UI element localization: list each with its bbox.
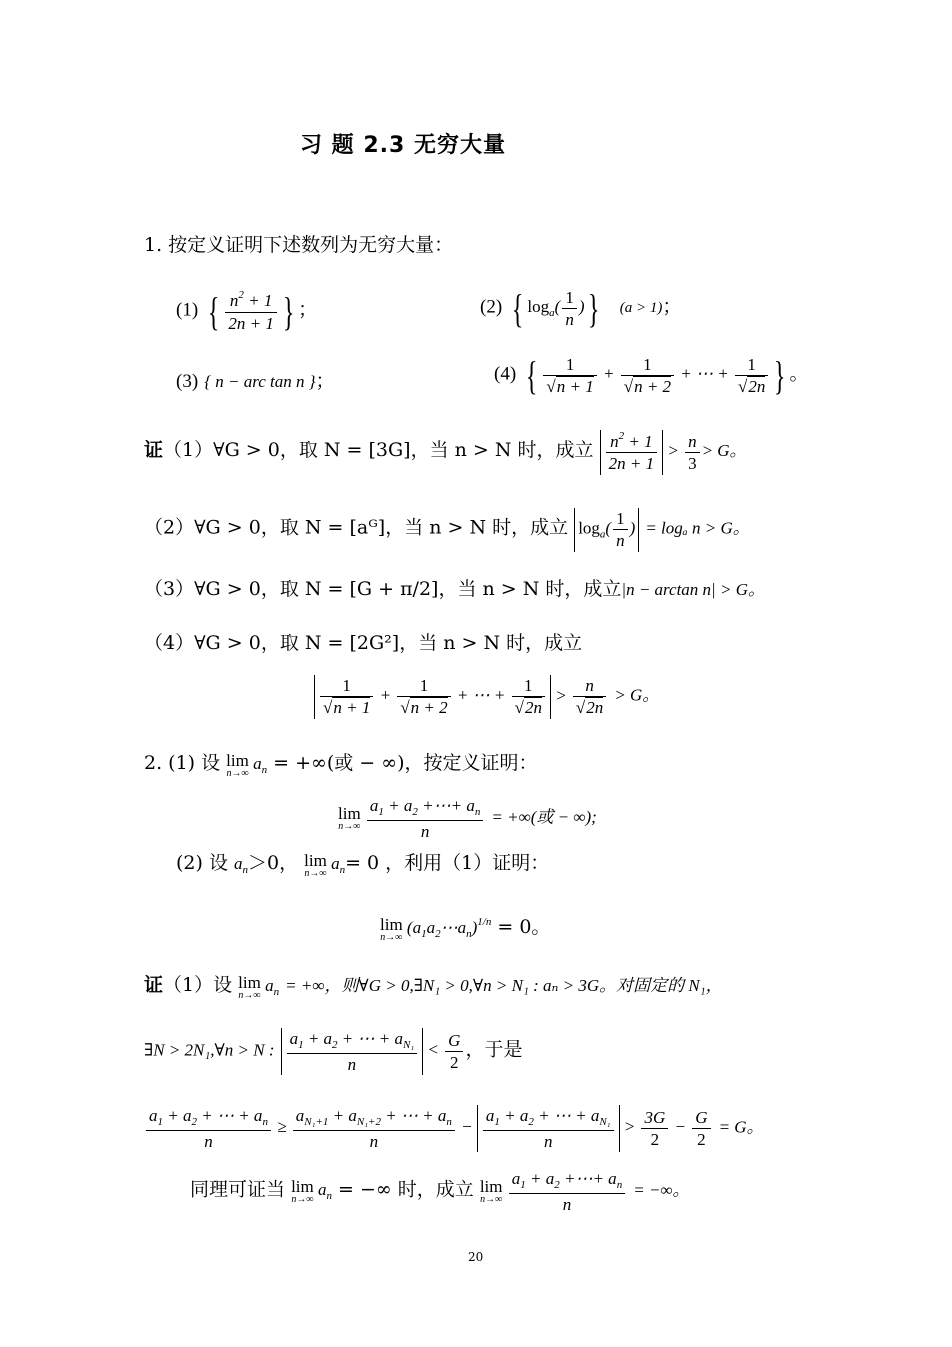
problem-1-item-3: (3) { n − arc tan n }； xyxy=(176,370,335,392)
item-label: (3) xyxy=(176,371,199,392)
problem-2-equation-1: lim n→∞ $\frac{a_1 + a_2 +\cdots+ a_n}{n}$ = +∞(或 − ∞); xyxy=(338,796,597,841)
proof-label: 证 xyxy=(144,439,164,462)
proof-1-line-4: （4）∀G > 0，取 N = [2G²]，当 n > N 时，成立 xyxy=(144,632,583,654)
proof-1-line-4-equation: $\frac{1}{√n + 1}$ + $\frac{1}{√n + 2}$ + ⋯ + $\frac{1}{√2n}$ > $\frac{n}{√2n}$ > G。 xyxy=(314,675,659,719)
problem-2-equation-2: lim n→∞ $(a_1a_2\cdots a_n)^{1/n} = 0$。 xyxy=(380,914,551,943)
problem-1-item-1: (1) { $\frac{n^2 + 1}{2n + 1}$ } ； xyxy=(176,289,318,334)
problem-2-line-2: (2) 设 $a_n>0$， lim n→∞ $a_n= 0$ ，利用（1）证明： xyxy=(176,850,550,879)
page-number: 20 xyxy=(468,1250,484,1264)
problem-1-intro: 1. 按定义证明下述数列为无穷大量： xyxy=(144,234,454,256)
proof-1-line-2: （2）∀G > 0，取 N = [aᴳ]，当 n > N 时，成立 $\log_a$( $\frac{1}{n}$ ) = logₐ n > G。 xyxy=(144,509,750,551)
problem-2-line-1: 2. (1) 设 lim n→∞ $a_n$ = +∞(或 − ∞)，按定义证明： xyxy=(144,750,538,779)
proof-2-line-2: ∃N > 2N₁,∀n > N : $\frac{a_1 + a_2 + \cdots + a_{N_1}}{n}$ < $\frac{G}{2}$ ，于是 xyxy=(144,1029,523,1074)
proof-label: 证 xyxy=(144,974,164,996)
page-title: 习 题 2.3 无穷大量 xyxy=(300,133,506,158)
item-label: (2) xyxy=(480,296,503,318)
proof-1-line-3: （3）∀G > 0，取 N = [G + π/2]，当 n > N 时，成立|n − arctan n| > G。 xyxy=(144,578,765,600)
proof-1-line-1: 证（1）∀G > 0，取 N = [3G]，当 n > N 时，成立 $\frac{n^2 + 1}{2n + 1}$ > $\frac{n}{3}$ > G。 xyxy=(144,430,747,474)
problem-1-item-2: (2) { $\log_a$( $\frac{1}{n}$ )} (a > 1)； xyxy=(480,286,682,331)
proof-2-line-3: $\frac{a_1 + a_2 + \cdots + a_n}{n}$ ≥ $\frac{a_{N_1+1} + a_{N_1+2} + \cdots + a_n}{n}$ − $\frac{a_1 + a_2 + \cdots + a_{N_1}}{n}$ > $\frac{3G}{2}$ − $\frac{G}{2}$ = G。 xyxy=(144,1105,764,1152)
proof-2-line-4: 同理可证当 lim n→∞ $a_n$ = −∞ 时，成立 lim n→∞ $\frac{a_1 + a_2 +\cdots+ a_n}{n}$ = −∞。 xyxy=(190,1169,690,1214)
item-label: (1) xyxy=(176,299,199,321)
proof-2-line-1: 证（1）设 lim n→∞ $a_n$ = +∞，则∀G > 0,∃N₁ > 0,∀n > N₁ : aₙ > 3G。对固定的 N₁， xyxy=(144,972,723,1001)
problem-1-item-4: (4) { $\frac{1}{√n + 1}$ + $\frac{1}{√n + 2}$ + ⋯ + $\frac{1}{√2n}$ } 。 xyxy=(494,353,809,398)
item-label: (4) xyxy=(494,363,517,385)
